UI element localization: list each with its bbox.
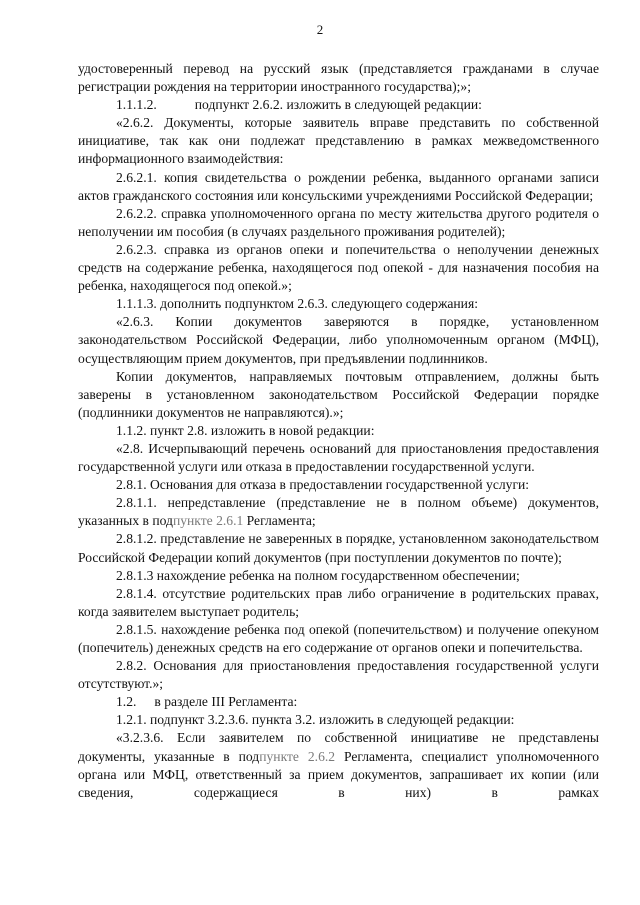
paragraph: 1.1.1.3. дополнить подпунктом 2.6.3. следующего содержания: xyxy=(116,296,478,312)
paragraph-text: Регламента, специалист уполномоченного органа или МФЦ, ответственный за прием документов, запрашивает их копии (или сведения, содержащиеся в них) в рамках xyxy=(78,748,600,800)
paragraph: 2.6.2.2. справка уполномоченного органа по месту жительства другого родителя о неполучении им пособия (в случаях раздельного проживания родителей); xyxy=(78,205,599,239)
paragraph: 2.8.1.2. представление не заверенных в порядке, установленном законодательством Российской Федерации копий документов (при поступлении документов по почте); xyxy=(78,531,599,565)
paragraph: «2.6.2. Документы, которые заявитель вправе представить по собственной инициативе, так как они подлежат представлению в рамках межведомственного информационного взаимодействия: xyxy=(78,115,599,167)
paragraph: 2.8.1.4. отсутствие родительских прав либо ограничение в родительских правах, когда заявителем выступает родитель; xyxy=(78,585,599,619)
paragraph xyxy=(78,96,599,114)
paragraph-text: Регламента; xyxy=(243,513,316,529)
paragraph: «2.6.3. Копии документов заверяются в порядке, установленном законодательством Российской Федерации, либо уполномоченным органом (МФЦ), осуществляющим прием документов, при предъявлении подлинников. xyxy=(78,314,599,366)
paragraph: 1.2.1. подпункт 3.2.3.6. пункта 3.2. изложить в следующей редакции: xyxy=(116,712,515,728)
paragraph xyxy=(78,729,599,801)
page-number: 2 xyxy=(316,22,324,37)
paragraph: 2.8.2. Основания для приостановления предоставления государственной услуги отсутствуют.»; xyxy=(78,658,599,692)
paragraph: 2.8.1.3 нахождение ребенка на полном государственном обеспечении; xyxy=(116,567,520,583)
paragraph: 2.8.1.5. нахождение ребенка под опекой (попечительством) и получение опекуном (попечитель) денежных средств на его содержание от органов опеки и попечительства. xyxy=(78,621,599,655)
paragraph: 2.6.2.1. копия свидетельства о рождении ребенка, выданного органами записи актов гражданского состояния или консульскими учреждениями Российской Федерации; xyxy=(78,169,599,203)
paragraph-text: «3.2.3.6. Если заявителем по собственной инициативе не представлены документы, указанные в под xyxy=(78,730,599,764)
paragraph: «2.8. Исчерпывающий перечень оснований для приостановления предоставления государственной услуги или отказа в предоставлении государственной услуги. xyxy=(78,440,599,475)
paragraph-text: 2.8.1.1. непредставление (представление не в полном объеме) документов, указанных в под xyxy=(78,495,599,529)
paragraph: Копии документов, направляемых почтовым отправлением, должны быть заверены в установленном законодательством Российской Федерации порядке (подлинники документов не направляются).»; xyxy=(78,368,599,420)
paragraph: 2.8.1. Основания для отказа в предоставлении государственной услуги: xyxy=(116,477,530,493)
paragraph xyxy=(78,494,599,530)
clause-text: в разделе III Регламента: xyxy=(154,694,298,710)
clause-number: 1.2. xyxy=(116,694,137,710)
reference-link[interactable]: пункте 2.6.2 xyxy=(259,748,336,764)
clause-text: подпункт 2.6.2. изложить в следующей редакции: xyxy=(194,97,482,113)
document-body xyxy=(78,60,599,802)
paragraph: удостоверенный перевод на русский язык (представляется гражданами в случае регистрации рождения на территории иностранного государства);»; xyxy=(78,61,599,95)
paragraph: 2.6.2.3. справка из органов опеки и попечительства о неполучении денежных средств на содержание ребенка, находящегося под опекой - для назначения пособия на ребенка, находящегося под опекой.»; xyxy=(78,241,599,294)
clause-number: 1.1.1.2. xyxy=(116,97,157,113)
paragraph: 1.1.2. пункт 2.8. изложить в новой редакции: xyxy=(116,422,375,438)
reference-link[interactable]: пункте 2.6.1 xyxy=(172,513,244,529)
paragraph xyxy=(78,693,599,711)
